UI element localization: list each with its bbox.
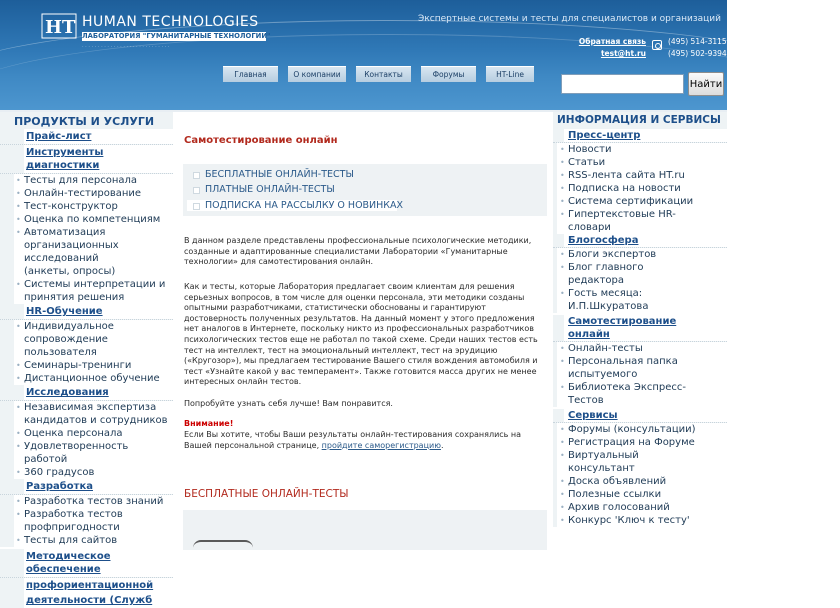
sidebar-item-continued[interactable] [0,333,173,359]
sidebar-item-label[interactable]: • Тесты для сайтов [14,534,173,547]
sidebar-item-label[interactable]: кандидатов и сотрудников [14,414,173,427]
sidebar-item-label[interactable]: • Оценка персонала [14,427,173,440]
info-services-title: ИНФОРМАЦИЯ И СЕРВИСЫ [553,112,727,129]
sidebar-item[interactable] [553,449,727,462]
sidebar-item[interactable] [553,287,727,300]
phone-number: (495) 514-3115 [668,37,727,46]
sidebar-item[interactable] [553,248,727,261]
category-label[interactable]: онлайн [564,328,727,341]
sidebar-item-label[interactable]: • Персональная папка [557,355,727,368]
sidebar-item-label[interactable]: • Онлайн-тестирование [14,187,173,200]
left-sidebar [0,112,173,606]
search-input[interactable] [561,74,684,94]
category-label[interactable]: HR-Обучение [24,304,173,319]
sidebar-item-continued[interactable] [0,291,173,304]
site-header [0,0,727,110]
sidebar-item-label[interactable]: • Новости [557,143,727,156]
sidebar-item-label[interactable]: • Дистанционное обучение [14,372,173,385]
sidebar-category-blogs[interactable] [553,234,727,248]
sidebar-category-press[interactable] [553,129,727,143]
section-tabs [183,164,547,216]
sidebar-item-continued[interactable] [0,239,173,265]
category-label[interactable]: профориентационной [24,578,173,593]
page-title: Самотестирование онлайн [184,135,338,146]
sidebar-item[interactable] [0,495,173,508]
sidebar-item-label[interactable]: принятия решения [14,291,173,304]
sidebar-item-label[interactable]: организационных исследований [14,239,173,265]
sidebar-item-label[interactable]: • Система сертификации [557,195,727,208]
category-label[interactable]: Разработка [24,479,173,494]
sidebar-item-continued[interactable] [0,521,173,534]
registration-note-text: Если Вы хотите, чтобы Ваши результаты онлайн-тестирования сохранялись на Вашей персональной странице, [184,430,522,450]
sidebar-category-diagnostics[interactable] [0,145,173,174]
sidebar-item-label[interactable]: • Разработка тестов знаний [14,495,173,508]
sidebar-item-label[interactable]: Тестов [557,394,727,407]
sidebar-item-label[interactable]: • 360 градусов [14,466,173,479]
sidebar-item-label[interactable]: • Индивидуальное [14,320,173,333]
sidebar-item[interactable] [0,200,173,213]
sidebar-category-methodology[interactable] [0,549,173,578]
sidebar-item-label[interactable]: • Онлайн-тесты [557,342,727,355]
sidebar-item-label[interactable]: • Тест-конструктор [14,200,173,213]
sidebar-item-label[interactable]: профпригодности [14,521,173,534]
sidebar-item[interactable] [0,359,173,372]
category-label[interactable]: Инструменты диагностики [24,145,173,173]
sidebar-item-label[interactable]: • Виртуальный [557,449,727,462]
sidebar-item[interactable] [553,475,727,488]
tab-subscription[interactable] [187,200,404,211]
category-label[interactable]: Исследования [24,385,173,400]
sidebar-item-label[interactable]: • Тесты для персонала [14,174,173,187]
nav-home[interactable]: Главная [223,66,278,82]
sidebar-item-continued[interactable] [553,274,727,287]
intro-paragraph: В данном разделе представлены профессиональные психологические методики, созданные и адаптированные специалистами Лаборатории «Гуманитарные технологии» для самотестирования онлайн. [184,236,532,267]
nav-about[interactable]: О компании [288,66,346,82]
search-button[interactable]: Найти [688,72,724,96]
sidebar-item-label[interactable]: • Полезные ссылки [557,488,727,501]
free-tests-heading: БЕСПЛАТНЫЕ ОНЛАЙН-ТЕСТЫ [184,488,349,500]
sidebar-item-label[interactable]: редактора [557,274,727,287]
sidebar-category-selftest[interactable] [553,315,727,328]
sidebar-item[interactable] [553,436,727,449]
email-link[interactable]: test@ht.ru [600,49,646,58]
sidebar-category-development[interactable] [0,479,173,495]
sidebar-item-label[interactable]: сопровождение пользователя [14,333,173,359]
sidebar-category-hr-training[interactable] [0,304,173,320]
tab-label[interactable]: ПЛАТНЫЕ ОНЛАЙН-ТЕСТЫ [205,184,335,195]
sidebar-item[interactable] [0,320,173,333]
sidebar-item[interactable] [553,488,727,501]
sidebar-item-label[interactable]: • Автоматизация [14,226,173,239]
call-to-action-text: Попробуйте узнать себя лучше! Вам понравится. [184,399,393,408]
sidebar-item-label[interactable]: • Оценка по компетенциям [14,213,173,226]
logo-title[interactable]: HUMAN TECHNOLOGIES [82,14,259,30]
ht-logo-icon[interactable] [42,12,76,40]
sidebar-item[interactable] [0,174,173,187]
sidebar-item[interactable] [0,278,173,291]
sidebar-category-methodology[interactable] [0,578,173,593]
category-label[interactable]: Блогосфера [564,234,727,247]
sidebar-item[interactable] [0,466,173,479]
site-tagline: Экспертные системы и тесты для специалистов и организаций [418,14,721,24]
nav-ht-line[interactable]: HT-Line [486,66,534,82]
attention-label: Внимание! [184,419,234,428]
main-content [177,112,552,545]
tab-free-tests[interactable] [193,169,354,180]
phone-number: (495) 502-9394 [668,49,727,58]
sidebar-item-label[interactable]: • Гипертекстовые HR- [557,208,727,221]
sidebar-item[interactable] [553,208,727,221]
sidebar-item-label[interactable]: • Семинары-тренинги [14,359,173,372]
description-paragraph: Как и тесты, которые Лаборатория предлагает своим клиентам для решения серьезных вопросов, в том числе для оценки персонала, эти методики созданы опытными разработчиками, статистически обоснованы и гарантируют достоверность полученных результатов. На данный момент у этого предложения нет аналогов в Интернете, поскольку никто из профессиональных разработчиков психологических тестов еще не работал по такой схеме. Среди наших тестов есть тест на интеллект, тест на эмоциональный интеллект, тест на эрудицию («Кругозор»), мы предлагаем тестирование Вашего стиля вождения автомобиля и тест «Узнайте какой у вас темперамент». Также готовится масса других не менее интересных онлайн тестов. [184,282,538,387]
sidebar-item[interactable] [553,261,727,274]
sidebar-item[interactable] [0,372,173,385]
sidebar-item-label[interactable]: • Блоги экспертов [557,248,727,261]
sidebar-item-label[interactable]: словари [557,221,727,234]
sidebar-item[interactable] [553,514,727,527]
contact-links [540,36,646,60]
feedback-link[interactable]: Обратная связь [578,37,646,46]
sidebar-item-label[interactable]: консультант [557,462,727,475]
sidebar-item-continued[interactable] [553,368,727,381]
sidebar-item[interactable] [553,182,727,195]
sidebar-item[interactable] [553,143,727,156]
category-label[interactable]: Сервисы [564,409,727,422]
category-label[interactable]: Методическое обеспечение [24,549,173,577]
right-sidebar [553,112,727,545]
sidebar-item-continued[interactable] [553,394,727,407]
sidebar-category-services[interactable] [553,409,727,423]
sidebar-item-label[interactable]: • Библиотека Экспресс- [557,381,727,394]
tab-label[interactable]: БЕСПЛАТНЫЕ ОНЛАЙН-ТЕСТЫ [205,169,354,180]
sidebar-item-price-list[interactable] [0,129,173,145]
sidebar-item-label[interactable]: • Разработка тестов [14,508,173,521]
sidebar-item-label[interactable]: • Подписка на новости [557,182,727,195]
sidebar-item[interactable] [0,427,173,440]
sidebar-item[interactable] [0,440,173,466]
sidebar-item-label[interactable]: • Архив голосований [557,501,727,514]
sidebar-item-label[interactable]: • Системы интерпретации и [14,278,173,291]
sidebar-item-label[interactable]: (анкеты, опросы) [14,265,173,278]
sidebar-item-label[interactable]: • Статьи [557,156,727,169]
category-label[interactable]: Пресс-центр [564,129,727,142]
sidebar-item-label[interactable]: • Конкурс 'Ключ к тесту' [557,514,727,527]
sidebar-item[interactable] [0,187,173,200]
sidebar-item-continued[interactable] [0,414,173,427]
logo-subtitle: ЛАБОРАТОРИЯ "ГУМАНИТАРНЫЕ ТЕХНОЛОГИИ" [82,32,271,40]
sidebar-category-research[interactable] [0,385,173,401]
nav-forums[interactable]: Форумы [421,66,476,82]
sidebar-category-selftest[interactable] [553,328,727,342]
tab-label[interactable]: ПОДПИСКА НА РАССЫЛКУ О НОВИНКАХ [205,200,404,211]
products-services-title: ПРОДУКТЫ И УСЛУГИ [0,112,173,129]
nav-contacts[interactable]: Контакты [356,66,411,82]
test-thumbnail-image[interactable] [193,540,253,548]
sidebar-category-methodology[interactable] [0,593,173,608]
sidebar-item-label[interactable]: • Регистрация на Форуме [557,436,727,449]
sidebar-item[interactable] [553,169,727,182]
sidebar-item[interactable] [553,381,727,394]
sidebar-item[interactable] [553,156,727,169]
logo-mark-text: HT [45,17,76,38]
sidebar-item[interactable] [0,534,173,547]
sidebar-item-label[interactable]: испытуемого [557,368,727,381]
sidebar-item[interactable] [0,226,173,239]
self-registration-link[interactable]: пройдите саморегистрацию [321,440,441,450]
registration-note: Если Вы хотите, чтобы Ваши результаты онлайн-тестирования сохранялись на Вашей персональной странице, пройдите саморегистрацию. [184,430,522,450]
sidebar-item[interactable] [0,508,173,521]
sidebar-item-label[interactable]: • Независимая экспертиза [14,401,173,414]
sidebar-item-label[interactable]: • Удовлетворенность работой [14,440,173,466]
phone-numbers [668,36,728,60]
price-list-link[interactable]: Прайс-лист [24,129,173,144]
tab-paid-tests[interactable] [193,184,335,195]
sidebar-item-continued[interactable] [0,265,173,278]
sidebar-item-continued[interactable] [553,221,727,234]
sidebar-item-continued[interactable] [553,300,727,313]
sidebar-item-label[interactable]: • Гость месяца: [557,287,727,300]
sidebar-item[interactable] [553,355,727,368]
sidebar-item-continued[interactable] [553,462,727,475]
phone-icon [652,40,662,50]
sidebar-item-label[interactable]: • Доска объявлений [557,475,727,488]
sidebar-item-label[interactable]: • Блог главного [557,261,727,274]
sidebar-item[interactable] [0,401,173,414]
sidebar-item[interactable] [553,195,727,208]
sidebar-item-label[interactable]: • RSS-лента сайта HT.ru [557,169,727,182]
logo-decoration: · · · · · · · · · · · · · · · · · · · · · · · · · · · · [82,44,170,50]
category-label[interactable]: деятельности (Служб [24,593,173,608]
category-label[interactable]: Самотестирование [564,315,727,328]
sidebar-item[interactable] [553,342,727,355]
sidebar-item-label[interactable]: • Форумы (консультации) [557,423,727,436]
sidebar-item[interactable] [0,213,173,226]
main-nav [223,66,544,82]
sidebar-item-label[interactable]: И.П.Шкуратова [557,300,727,313]
sidebar-item[interactable] [553,501,727,514]
sidebar-item[interactable] [553,423,727,436]
